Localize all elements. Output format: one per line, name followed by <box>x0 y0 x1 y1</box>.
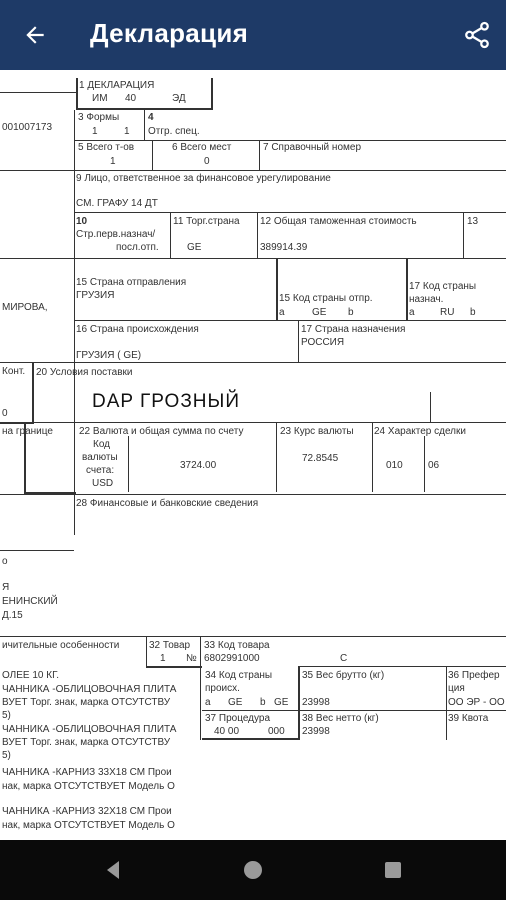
field-23-label: 23 Курс валюты <box>280 426 354 437</box>
field-37-value-1: 40 00 <box>214 726 240 737</box>
nav-home-button[interactable] <box>238 855 268 885</box>
field-33-c: С <box>340 653 348 664</box>
field-17a-sub: назнач. <box>409 294 444 305</box>
field-4-sub: Отгр. спец. <box>148 126 200 137</box>
field-33-value: 6802991000 <box>204 653 260 664</box>
field-17a-label: 17 Код страны <box>409 281 477 292</box>
field-20-label: 20 Условия поставки <box>36 367 133 378</box>
field-7-label: 7 Справочный номер <box>263 142 362 153</box>
field-5-label: 5 Всего т-ов <box>78 142 135 153</box>
grid-line <box>372 422 373 492</box>
field-36-sub-1: ция <box>448 683 465 694</box>
grid-line <box>200 636 201 740</box>
description-line: ОЛЕЕ 10 КГ. <box>2 670 60 681</box>
field-10-label: 10 <box>76 216 88 227</box>
share-button[interactable] <box>462 20 492 50</box>
grid-line <box>446 666 447 740</box>
field-20-value: DAP ГРОЗНЫЙ <box>92 391 240 412</box>
field-38-label: 38 Вес нетто (кг) <box>302 713 379 724</box>
nav-recents-button[interactable] <box>378 855 408 885</box>
left-line-1: о <box>2 556 8 567</box>
circle-home-icon <box>238 855 268 885</box>
field-22-sub-2: валюты <box>82 452 118 463</box>
field-15-label: 15 Страна отправления <box>76 277 187 288</box>
grid-line <box>298 666 300 740</box>
system-nav-bar <box>0 840 506 900</box>
field-22-currency: USD <box>92 478 114 489</box>
field-1-value-3: ЭД <box>172 93 186 104</box>
field-22-sub-1: Код <box>93 439 111 450</box>
field-1-label: 1 ДЕКЛАРАЦИЯ <box>79 80 155 91</box>
field-1-value-1: ИМ <box>92 93 108 104</box>
field-15-value: ГРУЗИЯ <box>76 290 115 301</box>
grid-line <box>74 212 506 213</box>
left-number: 001007173 <box>2 122 53 133</box>
declaration-form[interactable] <box>0 70 506 840</box>
description-line: ВУЕТ Торг. знак, марка ОТСУТСТВУ <box>2 697 171 708</box>
grid-line <box>146 636 147 668</box>
grid-line <box>0 92 76 93</box>
description-line: ВУЕТ Торг. знак, марка ОТСУТСТВУ <box>2 737 171 748</box>
left-line-2: Я <box>2 582 10 593</box>
field-15b-label: 15 Код страны отпр. <box>279 293 373 304</box>
grid-line <box>298 320 299 362</box>
field-1-value-2: 40 <box>125 93 137 104</box>
grid-line <box>424 436 425 492</box>
field-16-label: 16 Страна происхождения <box>76 324 199 335</box>
description-line: ЧАННИКА -ОБЛИЦОВОЧНАЯ ПЛИТА <box>2 684 177 695</box>
field-39-label: 39 Квота <box>448 713 489 724</box>
field-16-value: ГРУЗИЯ ( GE) <box>76 350 142 361</box>
field-6-value: 0 <box>204 156 210 167</box>
field-34-sub: происх. <box>205 683 240 694</box>
description-line: 5) <box>2 710 11 721</box>
field-34-label: 34 Код страны <box>205 670 273 681</box>
field-38-value: 23998 <box>302 726 330 737</box>
grid-line <box>74 140 506 141</box>
square-recents-icon <box>378 855 408 885</box>
triangle-back-icon <box>98 855 128 885</box>
grid-line <box>152 140 153 170</box>
field-15b-b: b <box>348 307 354 318</box>
field-3-value-1: 1 <box>92 126 98 137</box>
grid-line <box>74 320 506 321</box>
field-11-label: 11 Торг.страна <box>173 216 240 227</box>
nav-back-button[interactable] <box>98 855 128 885</box>
field-24-value-2: 06 <box>428 460 440 471</box>
field-3-label: 3 Формы <box>78 112 120 123</box>
field-17a-a: а <box>409 307 415 318</box>
field-37-value-2: 000 <box>268 726 285 737</box>
field-15b-value: GE <box>312 307 327 318</box>
grid-line <box>0 362 506 363</box>
grid-line <box>211 78 213 110</box>
left-cont: Конт. <box>2 366 26 377</box>
grid-line <box>0 422 506 423</box>
left-border: на границе <box>2 426 53 437</box>
field-22-value: 3724.00 <box>180 460 217 471</box>
grid-line <box>300 666 506 667</box>
app-bar <box>0 0 506 70</box>
arrow-left-icon <box>22 22 48 48</box>
left-line-3: ЕНИНСКИЙ <box>2 596 58 607</box>
grid-line <box>0 636 506 637</box>
grid-line <box>202 710 506 711</box>
field-12-value: 389914.39 <box>260 242 308 253</box>
field-22-label: 22 Валюта и общая сумма по счету <box>79 426 244 437</box>
field-28-label: 28 Финансовые и банковские сведения <box>76 498 259 509</box>
description-line: нак, марка ОТСУТСТВУЕТ Модель О <box>2 820 175 831</box>
description-line: нак, марка ОТСУТСТВУЕТ Модель О <box>2 781 175 792</box>
field-9-value: СМ. ГРАФУ 14 ДТ <box>76 198 158 209</box>
field-32-no: № <box>186 653 197 664</box>
field-35-label: 35 Вес брутто (кг) <box>302 670 385 681</box>
field-17a-b: b <box>470 307 476 318</box>
field-35-value: 23998 <box>302 697 330 708</box>
field-11-value: GE <box>187 242 202 253</box>
grid-line <box>0 170 506 171</box>
description-line: ЧАННИКА -ОБЛИЦОВОЧНАЯ ПЛИТА <box>2 724 177 735</box>
field-24-label: 24 Характер сделки <box>374 426 466 437</box>
field-13-label: 13 <box>467 216 479 227</box>
grid-line <box>202 738 300 740</box>
field-31-partial: ичительные особенности <box>2 640 120 651</box>
field-17-label: 17 Страна назначения <box>301 324 406 335</box>
field-10-sub-1: Стр.перв.назнач/ <box>76 229 156 240</box>
grid-line <box>0 550 74 551</box>
field-17a-value: RU <box>440 307 455 318</box>
back-button[interactable] <box>18 18 52 52</box>
field-34-a: а <box>205 697 211 708</box>
field-32-value: 1 <box>160 653 166 664</box>
description-line: ЧАННИКА -КАРНИЗ 32X18 СМ Прои <box>2 806 172 817</box>
field-9-label: 9 Лицо, ответственное за финансовое урегулирование <box>76 173 331 184</box>
field-23-value: 72.8545 <box>302 453 339 464</box>
grid-line <box>32 362 34 422</box>
field-5-value: 1 <box>110 156 116 167</box>
field-34-value: GE <box>228 697 243 708</box>
field-36-label: 36 Префер <box>448 670 500 681</box>
grid-line <box>276 258 278 320</box>
grid-line <box>406 258 408 320</box>
field-34-value-2: GE <box>274 697 289 708</box>
field-17-value: РОССИЯ <box>301 337 345 348</box>
field-6-label: 6 Всего мест <box>172 142 232 153</box>
left-name: МИРОВА, <box>2 302 48 313</box>
field-4-label: 4 <box>148 112 154 123</box>
grid-line <box>128 436 129 492</box>
field-3-value-2: 1 <box>124 126 130 137</box>
field-33-label: 33 Код товара <box>204 640 270 651</box>
field-32-label: 32 Товар <box>149 640 191 651</box>
grid-line <box>144 110 145 140</box>
description-line: ЧАННИКА -КАРНИЗ 33X18 СМ Прои <box>2 767 172 778</box>
field-37-label: 37 Процедура <box>205 713 271 724</box>
left-line-4: Д.15 <box>2 610 23 621</box>
field-34-b: b <box>260 697 266 708</box>
field-12-label: 12 Общая таможенная стоимость <box>260 216 417 227</box>
grid-line <box>430 392 431 422</box>
grid-line <box>463 212 464 258</box>
grid-line <box>0 258 506 259</box>
page-title: Декларация <box>90 18 249 48</box>
grid-line <box>259 140 260 170</box>
grid-line <box>146 666 202 668</box>
grid-line <box>257 212 258 258</box>
field-10-sub-2: посл.отп. <box>116 242 159 253</box>
left-cont-value: 0 <box>2 408 8 419</box>
grid-line <box>170 212 171 258</box>
grid-line <box>74 110 75 535</box>
field-15b-a: а <box>279 307 285 318</box>
description-line: 5) <box>2 750 11 761</box>
field-22-sub-3: счета: <box>86 465 115 476</box>
share-icon <box>462 20 492 50</box>
field-36-sub-2: ОО ЭР - ОО <box>448 697 505 708</box>
grid-line <box>0 494 506 495</box>
field-24-value-1: 010 <box>386 460 403 471</box>
grid-line <box>76 78 78 110</box>
grid-line <box>276 422 277 492</box>
